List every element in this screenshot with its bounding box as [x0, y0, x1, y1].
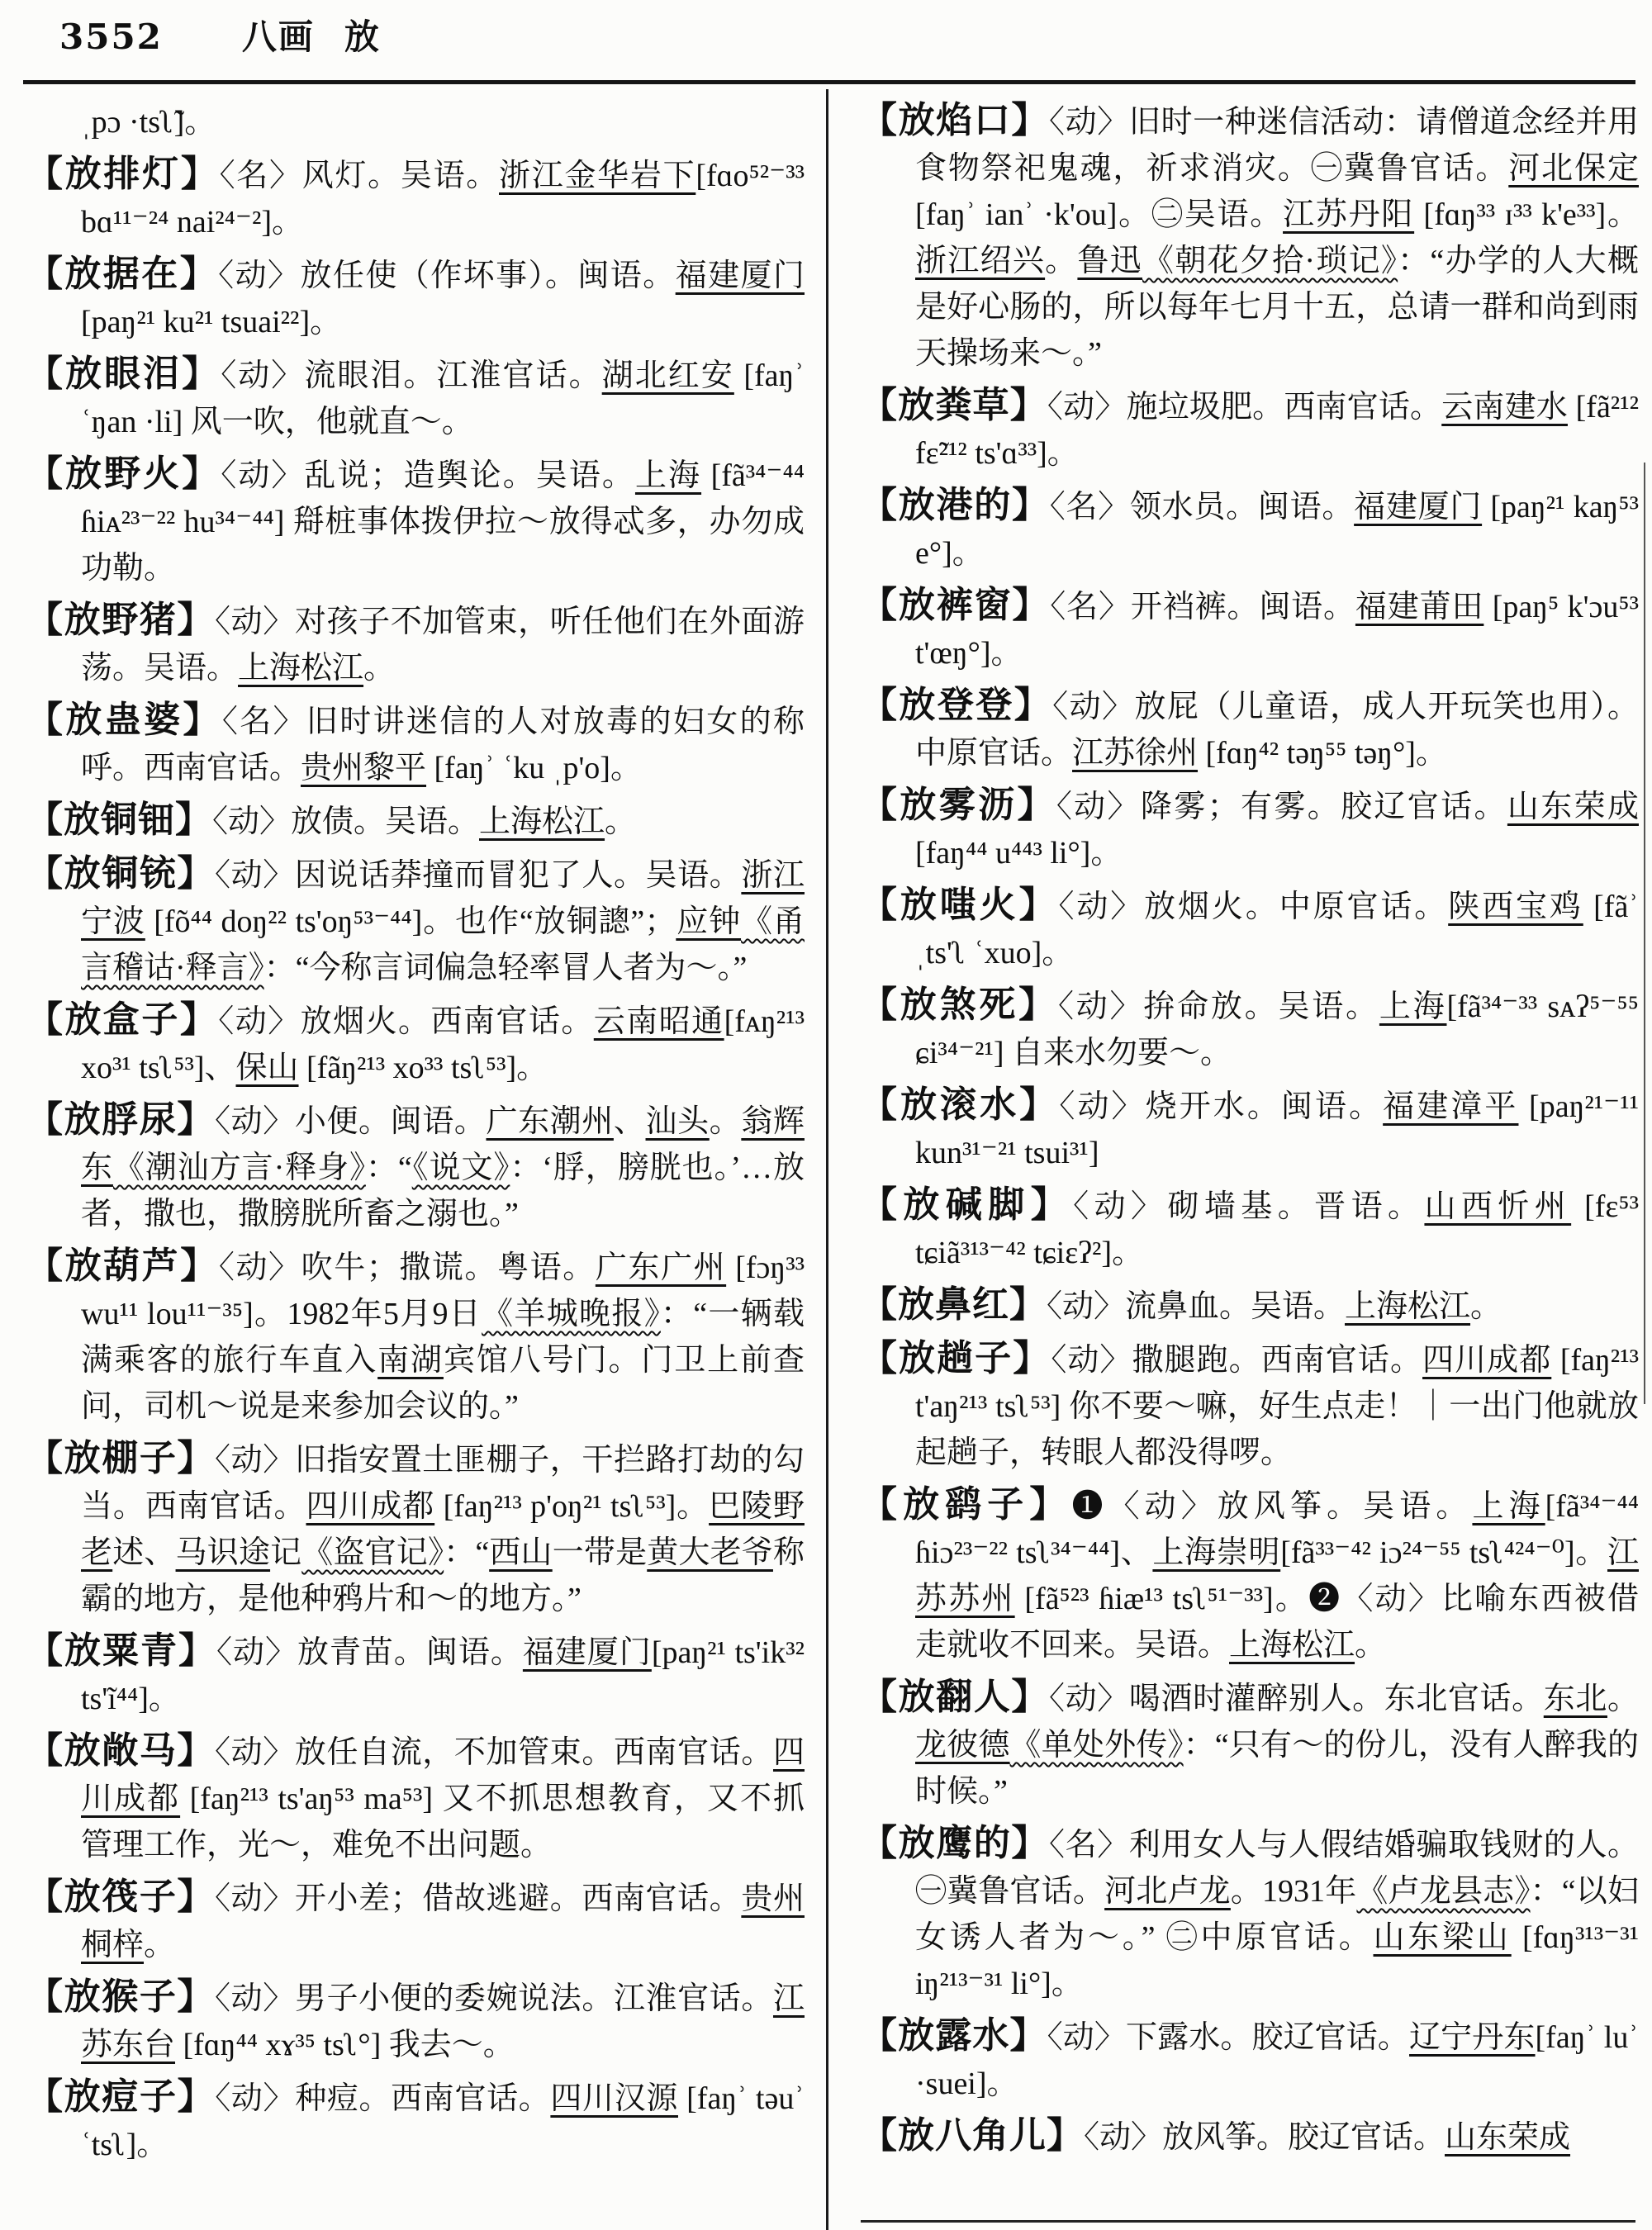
entry-body-text: [faŋ²¹³ p'oŋ²¹ tsʅ⁵³]。: [434, 1489, 710, 1524]
proper-name-underlined: 河北卢龙: [1104, 1874, 1231, 1909]
entry-body-text: 〈动〉下露水。胶辽官话。: [1047, 2020, 1410, 2055]
entry-body-text: 〈动〉拚命放。吴语。: [1057, 989, 1379, 1024]
entry-continuation: [26, 99, 805, 145]
entry-headword: 【放铜铳】: [26, 853, 216, 894]
entry-body-text: [paŋ⁵ k'ɔu⁵³ t'œŋ°]。: [915, 590, 1639, 671]
entry-body-text: [fã³³⁻⁴² iɔ²⁴⁻⁵⁵ tsʅ⁴²⁴⁻⁰]。: [1280, 1535, 1607, 1570]
proper-name-underlined: 江苏徐州: [1072, 736, 1199, 771]
entry-headword: 【放排灯】: [26, 154, 220, 194]
dict-entry: [26, 1437, 805, 1622]
entry-body-text: 〈动〉因说话莽撞而冒犯了人。吴语。: [215, 858, 742, 893]
entry-body-text: 〈名〉旧时讲迷信的人对放毒的妇女的称呼。西南官话。: [81, 705, 805, 785]
entry-body-text: [fãʾ ˌts'ʅ ʿxuo]。: [915, 890, 1639, 970]
entry-body-text: ：“一辆载满乘客的旅行车直入: [81, 1297, 805, 1378]
proper-name-underlined: 鲁迅: [1077, 244, 1142, 278]
entry-body-text: [faŋ²¹³ t'aŋ²¹³ tsʅ⁵³] 你不要～嘛，好生点走！｜一出门他就放起趟子，转眼人都没得啰。: [915, 1343, 1639, 1470]
entry-body-text: 。: [1045, 244, 1078, 278]
entry-body-text: 〈动〉对孩子不加管束，听任他们在外面游荡。吴语。: [81, 605, 805, 686]
dict-entry: [26, 999, 805, 1091]
proper-name-underlined: 山西忻州: [1424, 1189, 1572, 1224]
proper-name-underlined: 江苏苏州: [915, 1535, 1639, 1616]
entry-headword: 【放猴子】: [26, 1976, 216, 2017]
entry-body-text: [fɑo⁵²⁻³³ bɑ¹¹⁻²⁴ nai²⁴⁻²]。: [81, 159, 805, 240]
dict-entry: [26, 1098, 805, 1237]
entry-body-text: [fᴀŋ²¹³ xo³¹ tsʅ⁵³]、: [81, 1004, 805, 1085]
entry-body-text: [paŋ²¹ kaŋ⁵³ e°]。: [915, 490, 1639, 571]
proper-name-underlined: 贵州桐梓: [81, 1881, 805, 1962]
entry-body-text: [fɑŋ⁴⁴ xɤ³⁵ tsʅ°] 我去～。: [175, 2028, 515, 2062]
entry-body-text: 。: [605, 804, 637, 839]
dict-entry: [861, 584, 1639, 676]
proper-name-underlined: 四川成都: [81, 1735, 805, 1816]
proper-name-underlined: 汕头: [645, 1104, 710, 1139]
stroke-section-label: 八画: [241, 19, 315, 57]
proper-name-underlined: 浙江绍兴: [915, 244, 1046, 278]
entry-headword: 【放雾沥】: [861, 785, 1056, 825]
entry-body-text: 〈动〉降雾；有雾。胶辽官话。: [1056, 790, 1507, 824]
proper-name-underlined: 广东广州: [595, 1250, 727, 1285]
dict-entry: [861, 1822, 1639, 2007]
proper-name-underlined: 龙彼德: [915, 1728, 1010, 1763]
dict-entry: [26, 153, 805, 245]
proper-name-underlined: 上海: [1379, 989, 1447, 1024]
entry-body-text: 〈动〉流眼泪。江淮官话。: [221, 358, 602, 393]
entry-headword: 【放棚子】: [26, 1438, 216, 1478]
entry-body-text: [fãŋ²¹³ xo³³ tsʅ⁵³]。: [298, 1051, 548, 1085]
entry-body-text: 〈动〉放任自流，不加管束。西南官话。: [215, 1735, 773, 1770]
proper-name-underlined: 东北: [1543, 1682, 1607, 1716]
dict-entry: [861, 1283, 1639, 1330]
dict-entry: [861, 2014, 1639, 2107]
dict-entry: [861, 1676, 1639, 1815]
proper-name-underlined: 贵州黎平: [301, 751, 427, 785]
dict-entry: [861, 1483, 1639, 1668]
entry-body-text: 。: [1607, 1682, 1639, 1716]
entry-body-text: [faŋʾ ʿku ˌp'o]。: [426, 751, 642, 785]
entry-headword: 【放煞死】: [861, 985, 1058, 1025]
entry-body-text: [paŋ²¹⁻¹¹ kun³¹⁻²¹ tsui³¹]: [915, 1089, 1639, 1170]
entry-headword: 【放痘子】: [26, 2076, 216, 2117]
entry-body-text: ：‘脬，膀胱也。’…放者，撒也，撒膀胱所畜之溺也。”: [81, 1151, 805, 1231]
entry-body-text: 〈动〉旧指安置土匪棚子，干拦路打劫的勾当。西南官话。: [81, 1443, 805, 1524]
entry-body-text: 〈动〉施垃圾肥。西南官话。: [1047, 390, 1442, 425]
proper-name-underlined: 陕西宝鸡: [1448, 890, 1583, 924]
entry-body-text: 〈动〉开小差；借故逃避。西南官话。: [215, 1881, 742, 1916]
entry-body-text: 〈动〉放风筝。胶辽官话。: [1084, 2120, 1446, 2155]
entry-body-text: 。: [144, 1928, 176, 1962]
dict-entry: [26, 852, 805, 991]
dict-entry: [861, 1337, 1639, 1476]
entry-headword: 【放碱脚】: [861, 1184, 1074, 1225]
proper-name-underlined: 《说文》: [411, 1151, 510, 1185]
entry-body-text: 〈动〉撒腿跑。西南官话。: [1051, 1343, 1423, 1378]
dict-entry: [26, 1245, 805, 1430]
right-column: [861, 99, 1639, 2168]
dict-entry: [26, 599, 805, 691]
entry-body-text: [fã³⁴⁻³³ sᴀʔ⁵⁻⁵⁵ ɕi³⁴⁻²¹] 自来水勿要～。: [915, 989, 1639, 1070]
dict-entry: [26, 2076, 805, 2168]
entry-body-text: 〈动〉放屁（儿童语，成人开玩笑也用）。中原官话。: [915, 690, 1639, 771]
entry-body-text: 〈动〉放债。吴语。: [212, 804, 480, 839]
entry-body-text: ：“: [444, 1535, 490, 1570]
dict-entry: [861, 684, 1639, 776]
entry-body-text: 〈动〉吹牛；撒谎。粤语。: [218, 1250, 596, 1285]
dict-entry: [861, 484, 1639, 576]
radical-char-label: 放: [344, 19, 381, 57]
proper-name-underlined: 福建莆田: [1355, 590, 1484, 624]
entry-headword: 【放野猪】: [26, 600, 216, 640]
proper-name-underlined: 《羊城晚报》: [482, 1297, 661, 1331]
left-column: [26, 99, 805, 2175]
bottom-scan-line: [861, 2220, 1635, 2223]
entry-body-text: [faŋʾ təuʾ ʿtsʅ]。: [81, 2081, 805, 2162]
dict-entry: [861, 1184, 1639, 1276]
proper-name-underlined: 《单处外传》: [1009, 1728, 1184, 1763]
entry-headword: 【放滚水】: [861, 1084, 1060, 1125]
dict-entry: [26, 353, 805, 445]
dict-entry: [26, 1976, 805, 2068]
dict-entry: [861, 1084, 1639, 1176]
entry-body-text: 。: [1470, 1289, 1502, 1324]
proper-name-underlined: 江苏东台: [81, 1981, 805, 2062]
entry-body-text: 宾馆八号门。门卫上前查问，司机～说是来参加会议的。”: [81, 1343, 805, 1424]
entry-body-text: ：“今称言词偏急轻率冒人者为～。”: [263, 951, 748, 985]
dict-entry: [26, 1876, 805, 1968]
proper-name-underlined: 山东荣成: [1445, 2120, 1571, 2155]
entry-headword: 【放裤窗】: [861, 585, 1051, 625]
proper-name-underlined: 保山: [235, 1051, 299, 1085]
entry-body-text: 称霸的地方，是他种鸦片和～的地方。”: [81, 1535, 805, 1616]
proper-name-underlined: 上海松江: [238, 651, 364, 686]
dict-entry: [861, 384, 1639, 477]
entry-headword: 【放登登】: [861, 685, 1053, 725]
proper-name-underlined: 四川成都: [306, 1489, 435, 1524]
entry-body-text: 〈名〉利用女人与人假结婚骗取钱财的人。㊀冀鲁官话。: [915, 1828, 1639, 1909]
entry-headword: 【放脬尿】: [26, 1099, 216, 1140]
entry-headword: 【放翻人】: [861, 1677, 1050, 1717]
dict-entry: [26, 1630, 805, 1722]
entry-body-text: [paŋ²¹ ts'ik³² ts'ĩ⁴⁴]。: [81, 1635, 805, 1716]
entry-headword: 【放蛊婆】: [26, 700, 222, 740]
dict-entry: [26, 699, 805, 791]
proper-name-underlined: 上海松江: [1345, 1289, 1471, 1324]
proper-name-underlined: 山东荣成: [1507, 790, 1639, 824]
entry-body-text: 〈动〉喝酒时灌醉别人。东北官话。: [1049, 1682, 1544, 1716]
right-edge-scan-line: [1644, 463, 1645, 1404]
dict-entry: [26, 1729, 805, 1868]
entry-headword: 【放眼泪】: [26, 353, 221, 394]
entry-body-text: ❶〈动〉放风筝。吴语。: [1071, 1489, 1473, 1524]
entry-headword: 【放港的】: [861, 485, 1050, 525]
proper-name-underlined: 上海松江: [1229, 1628, 1355, 1663]
proper-name-underlined: 《甬言稽诂·释言》: [81, 904, 805, 985]
proper-name-underlined: 湖北红安: [601, 358, 734, 393]
entry-body-text: ：“办学的人大概是好心肠的，所以每年七月十五，总请一群和尚到雨天操场来～。”: [915, 244, 1639, 371]
dict-entry: [26, 453, 805, 591]
entry-body-text: [fã³⁴⁻⁴⁴ ɦiɔ²³⁻²² tsʅ³⁴⁻⁴⁴]、: [915, 1489, 1639, 1570]
dict-entry: [26, 799, 805, 845]
entry-headword: 【放敞马】: [26, 1730, 216, 1771]
header-rule: [23, 80, 1635, 84]
proper-name-underlined: 上海: [634, 458, 702, 493]
entry-body-text: [fã⁵²³ ɦiæ¹³ tsʅ⁵¹⁻³³]。❷〈动〉比喻东西被借走就收不回来。吴语。: [915, 1582, 1639, 1663]
proper-name-underlined: 浙江金华岩下: [499, 159, 696, 193]
entry-body-text: 述、: [112, 1535, 176, 1570]
entry-body-text: [fɑŋ³¹³⁻³¹ iŋ²¹³⁻³¹ li°]。: [915, 1920, 1639, 2001]
proper-name-underlined: 西山: [489, 1535, 553, 1570]
entry-body-text: [fɔŋ³³ wu¹¹ lou¹¹⁻³⁵]。1982年5月9日: [81, 1250, 805, 1331]
proper-name-underlined: 上海: [1472, 1489, 1545, 1524]
entry-headword: 【放野火】: [26, 453, 221, 494]
proper-name-underlined: 福建厦门: [1354, 490, 1483, 524]
entry-body-text: [fã²¹² fɛ̃²¹² ts'ɑ³³]。: [915, 390, 1639, 471]
entry-body-text: [fɑŋ³³ ɪ³³ k'e³³]。: [1414, 197, 1639, 232]
dict-entry: [861, 784, 1639, 876]
entry-body-text: 〈动〉旧时一种迷信活动：请僧道念经并用食物祭祀鬼魂，祈求消灾。㊀冀鲁官话。: [915, 105, 1639, 186]
entry-body-text: 。: [1355, 1628, 1387, 1663]
entry-body-text: 记: [270, 1535, 302, 1570]
page-number: 3552: [59, 17, 163, 57]
entry-headword: 【放焰口】: [861, 100, 1050, 140]
entry-headword: 【放鹰的】: [861, 1823, 1050, 1863]
entry-body-text: ：“只有～的份儿，没有人醉我的时候。”: [915, 1728, 1639, 1809]
entry-headword: 【放葫芦】: [26, 1245, 219, 1286]
proper-name-underlined: 上海崇明: [1152, 1535, 1281, 1570]
proper-name-underlined: 《卢龙县志》: [1356, 1874, 1531, 1909]
entry-body-text: [paŋ²¹ ku²¹ tsuai²²]。: [81, 305, 342, 339]
entry-body-text: 。: [363, 651, 396, 686]
entry-body-text: 〈动〉种痘。西南官话。: [215, 2081, 551, 2116]
proper-name-underlined: 浙江宁波: [81, 858, 805, 939]
entry-body-text: 。1931年: [1230, 1874, 1357, 1909]
entry-headword: 【放筏子】: [26, 1877, 216, 1917]
entry-body-text: [faŋʾ ianʾ ·k'ou]。㊁吴语。: [915, 197, 1284, 232]
proper-name-underlined: 四川成都: [1422, 1343, 1552, 1378]
proper-name-underlined: 《潮汕方言·释身》: [112, 1151, 366, 1185]
entry-body-text: 、: [613, 1104, 646, 1139]
entry-headword: 【放铜钿】: [26, 799, 212, 840]
dict-entry: [861, 2114, 1639, 2161]
entry-body-text: [fã³⁴⁻⁴⁴ ɦiᴀ²³⁻²² hu³⁴⁻⁴⁴] 搿桩事体拨伊拉～放得忒多，办勿成功勒。: [81, 458, 805, 586]
entry-headword: 【放趟子】: [861, 1338, 1051, 1378]
entry-headword: 【放盒子】: [26, 999, 219, 1040]
entry-body-text: 〈动〉砌墙基。晋语。: [1073, 1189, 1425, 1224]
entry-body-text: 〈动〉烧开水。闽语。: [1059, 1089, 1384, 1124]
proper-name-underlined: 上海松江: [479, 804, 605, 839]
proper-name-underlined: 江苏丹阳: [1283, 197, 1415, 232]
entry-body-text: 一带是: [552, 1535, 648, 1570]
proper-name-underlined: 辽宁丹东: [1409, 2020, 1536, 2055]
entry-body-text: ：“: [365, 1151, 412, 1185]
proper-name-underlined: 云南建水: [1441, 390, 1568, 425]
proper-name-underlined: 山东梁山: [1373, 1920, 1512, 1955]
entry-headword: 【放八角儿】: [861, 2115, 1084, 2156]
proper-name-underlined: 南湖: [377, 1343, 444, 1378]
entry-body-text: [fɑŋ⁴² təŋ⁵⁵ təŋ°]。: [1198, 736, 1447, 771]
entry-body-text: [faŋʾ ʿŋan ·li] 风一吹，他就直～。: [81, 358, 805, 439]
proper-name-underlined: 河北保定: [1508, 151, 1639, 186]
entry-body-text: 〈动〉乱说；造舆论。吴语。: [221, 458, 635, 493]
page-header: [59, 10, 381, 59]
proper-name-underlined: 广东潮州: [486, 1104, 614, 1139]
entry-body-text: 〈名〉领水员。闽语。: [1049, 490, 1355, 524]
dict-entry: [861, 99, 1639, 377]
proper-name-underlined: 福建厦门: [675, 259, 805, 293]
entry-body-text: 〈名〉开裆裤。闽语。: [1050, 590, 1355, 624]
proper-name-underlined: 马识途: [175, 1535, 271, 1570]
proper-name-underlined: 巴陵野老: [81, 1489, 805, 1570]
proper-name-underlined: 《朝花夕拾·琐记》: [1142, 244, 1398, 278]
entry-body-text: ：“以妇女诱人者为～。” ㊁中原官话。: [915, 1874, 1639, 1955]
dict-entry: [26, 253, 805, 345]
entry-body-text: [fɛ⁵³ tɕiã³¹³⁻⁴² tɕiɛʔ²]。: [915, 1189, 1639, 1270]
dict-entry: [861, 984, 1639, 1076]
entry-headword: 【放鹞子】: [861, 1484, 1072, 1525]
entry-body-text: 〈动〉放烟火。西南官话。: [218, 1004, 594, 1039]
proper-name-underlined: 福建漳平: [1383, 1089, 1519, 1124]
proper-name-underlined: 应钟: [676, 904, 742, 939]
proper-name-underlined: 翁辉东: [81, 1104, 805, 1185]
entry-body-text: 。: [709, 1104, 742, 1139]
entry-body-text: 〈动〉小便。闽语。: [215, 1104, 487, 1139]
entry-body-text: 〈动〉放青苗。闽语。: [216, 1635, 523, 1670]
entry-headword: 【放鼻红】: [861, 1284, 1047, 1325]
entry-body-text: 〈动〉放烟火。中原官话。: [1058, 890, 1449, 924]
entry-body-text: [fõ⁴⁴ doŋ²² ts'oŋ⁵³⁻⁴⁴]。也作“放铜謥”；: [145, 904, 676, 939]
proper-name-underlined: 福建厦门: [522, 1635, 652, 1670]
entry-headword: 【放露水】: [861, 2015, 1047, 2056]
column-divider-rule: [826, 89, 828, 2230]
entry-headword: 【放据在】: [26, 254, 219, 294]
entry-body-text: [faŋ²¹³ ts'aŋ⁵³ ma⁵³] 又不抓思想教育，又不抓管理工作，光～，难免不出问题。: [81, 1782, 805, 1862]
entry-body-text: [faŋʾ luʾ ·suei]。: [915, 2020, 1639, 2101]
dict-entry: [861, 884, 1639, 976]
entry-body-text: [faŋ⁴⁴ u⁴⁴³ li°]。: [915, 836, 1123, 871]
entry-headword: 【放粪草】: [861, 385, 1047, 425]
entry-body-text: 〈动〉放任使（作坏事）。闽语。: [218, 259, 676, 293]
entry-body-text: 〈动〉男子小便的委婉说法。江淮官话。: [215, 1981, 773, 2016]
entry-body-text: ˌpɔ ·tsʅ̃]。: [81, 105, 216, 140]
entry-headword: 【放粟青】: [26, 1630, 216, 1671]
proper-name-underlined: 云南昭通: [593, 1004, 724, 1039]
entry-body-text: 〈动〉流鼻血。吴语。: [1047, 1289, 1346, 1324]
proper-name-underlined: 四川汉源: [550, 2081, 678, 2116]
entry-headword: 【放嗤火】: [861, 885, 1059, 925]
proper-name-underlined: 黄大老爷: [647, 1535, 773, 1570]
entry-body-text: 〈名〉风灯。吴语。: [219, 159, 500, 193]
proper-name-underlined: 《盗官记》: [301, 1535, 444, 1570]
